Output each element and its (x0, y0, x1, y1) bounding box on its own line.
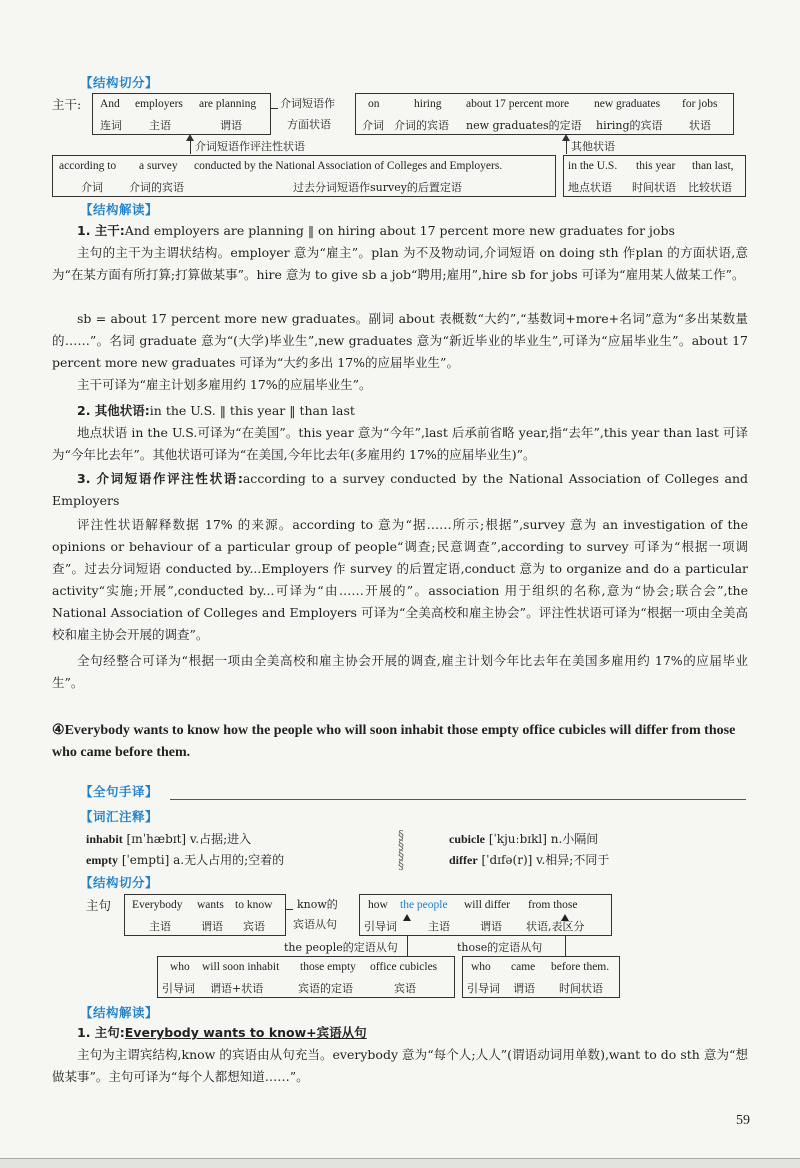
rel1-cell-cn: 引导词 (162, 982, 195, 995)
arrow-up-icon (561, 914, 569, 921)
sentence-title: Everybody wants to know how the people who will soon inhabit those empty office cubicles will differ from those who came before them. (52, 723, 736, 760)
main-cell-en: employers (135, 98, 183, 110)
point-title: 1. 主句: (77, 1025, 125, 1040)
rel2-label: those的定语从句 (457, 941, 543, 954)
vocab-phonetic: [ˈkjuːbɪkl] (488, 832, 547, 846)
s1-p3-b: 全句经整合可译为“根据一项由全美高校和雇主协会开展的调查,雇主计划今年比去年在美国多雇用约 17%的应届毕业生”。 (52, 653, 748, 690)
vocab-word: differ (449, 853, 478, 867)
main-label-2: 主句 (86, 898, 112, 913)
rel2-cell-cn: 谓语 (513, 982, 535, 995)
main2-cell-cn: 谓语 (201, 920, 223, 933)
vocab-header: 【词汇注释】 (80, 809, 159, 824)
vocab-phonetic: [ɪnˈhæbɪt] (126, 832, 187, 846)
rel1-cell-cn: 宾语的定语 (298, 982, 353, 995)
prep-cell-cn: 状语 (689, 119, 711, 132)
struct-header-2: 【结构切分】 (80, 875, 159, 890)
prep-label-2: 方面状语 (287, 118, 331, 131)
main-label: 主干: (52, 97, 82, 112)
obj-cell-en: will differ (464, 899, 511, 911)
prep-cell-cn: hiring的宾语 (596, 119, 663, 132)
connector (407, 935, 408, 957)
prep-cell-cn: 介词的宾语 (394, 119, 449, 132)
point-sentence: in the U.S. ‖ this year ‖ than last (149, 403, 355, 418)
other-cell-en: than last, (692, 160, 734, 172)
comment-cell-cn: 过去分词短语作survey的后置定语 (293, 181, 462, 194)
rel2-cell-cn: 时间状语 (559, 982, 603, 995)
prep-cell-en: on (368, 98, 380, 110)
point-sentence: And employers are planning ‖ on hiring about 17 percent more new graduates for jobs (124, 223, 675, 238)
struct-header: 【结构切分】 (80, 75, 159, 90)
read-header-2: 【结构解读】 (80, 1005, 159, 1020)
main-cell-cn: 主语 (149, 119, 171, 132)
rel1-cell-en: office cubicles (370, 961, 438, 973)
object-clause-box (359, 894, 612, 936)
comment-cell-en: conducted by the National Association of Colleges and Employers. (194, 160, 503, 172)
main2-cell-cn: 宾语 (243, 920, 265, 933)
vocab-def: v.占据;进入 (189, 832, 252, 846)
point-title: 3. 介词短语作评注性状语: (77, 471, 243, 486)
rel1-label: the people的定语从句 (284, 941, 398, 954)
know-label: know的 (297, 898, 338, 911)
main2-cell-cn: 主语 (149, 920, 171, 933)
other-structure-box (563, 155, 746, 197)
obj-cell-en: from those (528, 899, 578, 911)
rel1-cell-cn: 谓语+状语 (210, 982, 264, 995)
rel1-cell-en: those empty (300, 961, 356, 973)
vocab-word: cubicle (449, 832, 485, 846)
translation-line[interactable] (170, 799, 746, 800)
prep-label: 介词短语作 (280, 97, 335, 110)
main-cell-cn: 连词 (100, 119, 122, 132)
comment-cell-cn: 介词的宾语 (129, 181, 184, 194)
point-title: 2. 其他状语: (77, 403, 150, 418)
rel2-cell-en: who (471, 961, 491, 973)
s2-point-1 (52, 1022, 748, 1044)
know-label-2: 宾语从句 (293, 918, 337, 931)
vocab-word: inhabit (86, 832, 123, 846)
vocab-def: a.无人占用的;空着的 (173, 853, 285, 867)
obj-cell-cn: 引导词 (364, 920, 397, 933)
connector (270, 108, 278, 109)
rel1-cell-en: who (170, 961, 190, 973)
arrow-up-icon (403, 914, 411, 921)
main-cell-cn: 谓语 (220, 119, 242, 132)
obj-cell-cn: 谓语 (480, 920, 502, 933)
translate-header: 【全句手译】 (80, 784, 159, 799)
vocab-word: empty (86, 853, 118, 867)
obj-cell-en: the people (400, 899, 448, 911)
connector (190, 140, 191, 154)
other-cell-en: this year (636, 160, 676, 172)
sentence-number: ④ (52, 723, 65, 738)
rel2-clause-box (462, 956, 620, 998)
point-sentence: according to a survey conducted by the National Association of Colleges and Employers (52, 471, 748, 508)
prep-cell-en: about 17 percent more (466, 98, 570, 110)
read-header: 【结构解读】 (80, 202, 159, 217)
rel2-cell-en: before them. (551, 961, 610, 973)
comment-label: 介词短语作评注性状语 (195, 140, 305, 153)
s1-p1-c: 主干可译为“雇主计划多雇用约 17%的应届毕业生”。 (77, 377, 372, 392)
other-label: 其他状语 (571, 140, 615, 153)
comment-cell-en: according to (59, 160, 117, 172)
page-number: 59 (736, 1113, 750, 1128)
vocab-def: n.小隔间 (550, 832, 599, 846)
vocab-entry (86, 851, 284, 868)
point-sentence: Everybody wants to know+宾语从句 (124, 1025, 367, 1040)
prep-structure-box (355, 93, 734, 135)
prep-cell-en: new graduates (594, 98, 661, 110)
comment-structure-box (52, 155, 556, 197)
main-structure-box (92, 93, 271, 135)
vocab-phonetic: [ˈdɪfə(r)] (481, 853, 533, 867)
prep-cell-en: for jobs (682, 98, 718, 110)
obj-cell-cn: 主语 (428, 920, 450, 933)
main-cell-en: are planning (199, 98, 257, 110)
main-cell-en: And (100, 98, 120, 110)
rel1-cell-en: will soon inhabit (202, 961, 280, 973)
main2-cell-en: wants (197, 899, 224, 911)
s1-p1-b: sb = about 17 percent more new graduates。副词 about 表概数“大约”,“基数词+more+名词”意为“多出某数量的……”。名词 graduate 意为“(大学)毕业生”,new graduates 意为“新近毕业的毕业生”,可译为“应届毕业生”。about 17 percent more new graduates 可译为“大约多出 17%的应届毕业生”。 (52, 311, 748, 370)
connector (566, 140, 567, 154)
s1-point-2 (52, 400, 748, 422)
other-cell-cn: 时间状语 (632, 181, 676, 194)
sentence-4 (52, 720, 748, 764)
vocab-entry (449, 830, 598, 847)
vocab-phonetic: [ˈempti] (121, 853, 170, 867)
main2-cell-en: Everybody (132, 899, 183, 911)
main-structure-box-2 (124, 894, 286, 936)
s1-p1-a: 主句的主干为主谓状结构。employer 意为“雇主”。plan 为不及物动词,介词短语 on doing sth 作plan 的方面状语,意为“在某方面有所打算;打算做某事”。hire 意为 to give sb a job“聘用;雇用”,hire sb for jobs 可译为“雇用某人做某工作”。 (52, 245, 748, 282)
comment-cell-en: a survey (139, 160, 178, 172)
s1-point-3 (52, 468, 748, 512)
other-cell-en: in the U.S. (568, 160, 618, 172)
other-cell-cn: 比较状语 (688, 181, 732, 194)
point-title: 1. 主干: (77, 223, 125, 238)
connector (285, 909, 293, 910)
s1-p3-a: 评注性状语解释数据 17% 的来源。according to 意为“据……所示;根据”,survey 意为 an investigation of the opinions or behaviour of a particular group of people“调查;民意调查”,according to survey 可译为“根据一项调查”。过去分词短语 conducted by...Employers 作 survey 的后置定语,conduct 意为 to organize and do a particular activity“实施;开展”,conducted by...可译为“由……开展的”。association 用于组织的名称,意为“协会;联合会”,the National Association of Colleges and Employers 可译为“全美高校和雇主协会”。评注性状语可译为“根据一项由全美高校和雇主协会开展的调查”。 (52, 517, 748, 642)
rel2-cell-cn: 引导词 (467, 982, 500, 995)
rel1-clause-box (157, 956, 455, 998)
comment-cell-cn: 介词 (81, 181, 103, 194)
prep-cell-cn: 介词 (362, 119, 384, 132)
vocab-entry (86, 830, 251, 847)
other-cell-cn: 地点状语 (568, 181, 612, 194)
prep-cell-en: hiring (414, 98, 442, 110)
connector (565, 935, 566, 957)
obj-cell-cn: 状语,表区分 (526, 920, 585, 933)
obj-cell-en: how (368, 899, 388, 911)
s2-p1-a: 主句为主谓宾结构,know 的宾语由从句充当。everybody 意为“每个人;人人”(谓语动词用单数),want to do sth 意为“想做某事”。主句可译为“每个人都想知道……”。 (52, 1047, 748, 1084)
vocab-def: v.相异;不同于 (536, 853, 610, 867)
rel2-cell-en: came (511, 961, 536, 973)
rel1-cell-cn: 宾语 (394, 982, 416, 995)
vocab-divider: § § § § (398, 828, 404, 872)
s1-point-1 (52, 220, 748, 242)
prep-cell-cn: new graduates的定语 (466, 119, 582, 132)
vocab-entry (449, 851, 609, 868)
s1-p2-a: 地点状语 in the U.S.可译为“在美国”。this year 意为“今年”,last 后承前省略 year,指“去年”,this year than last 可译为“今年比去年”。其他状语可译为“在美国,今年比去年(多雇用约 17%的应届毕业生)”。 (52, 425, 748, 462)
main2-cell-en: to know (235, 899, 273, 911)
